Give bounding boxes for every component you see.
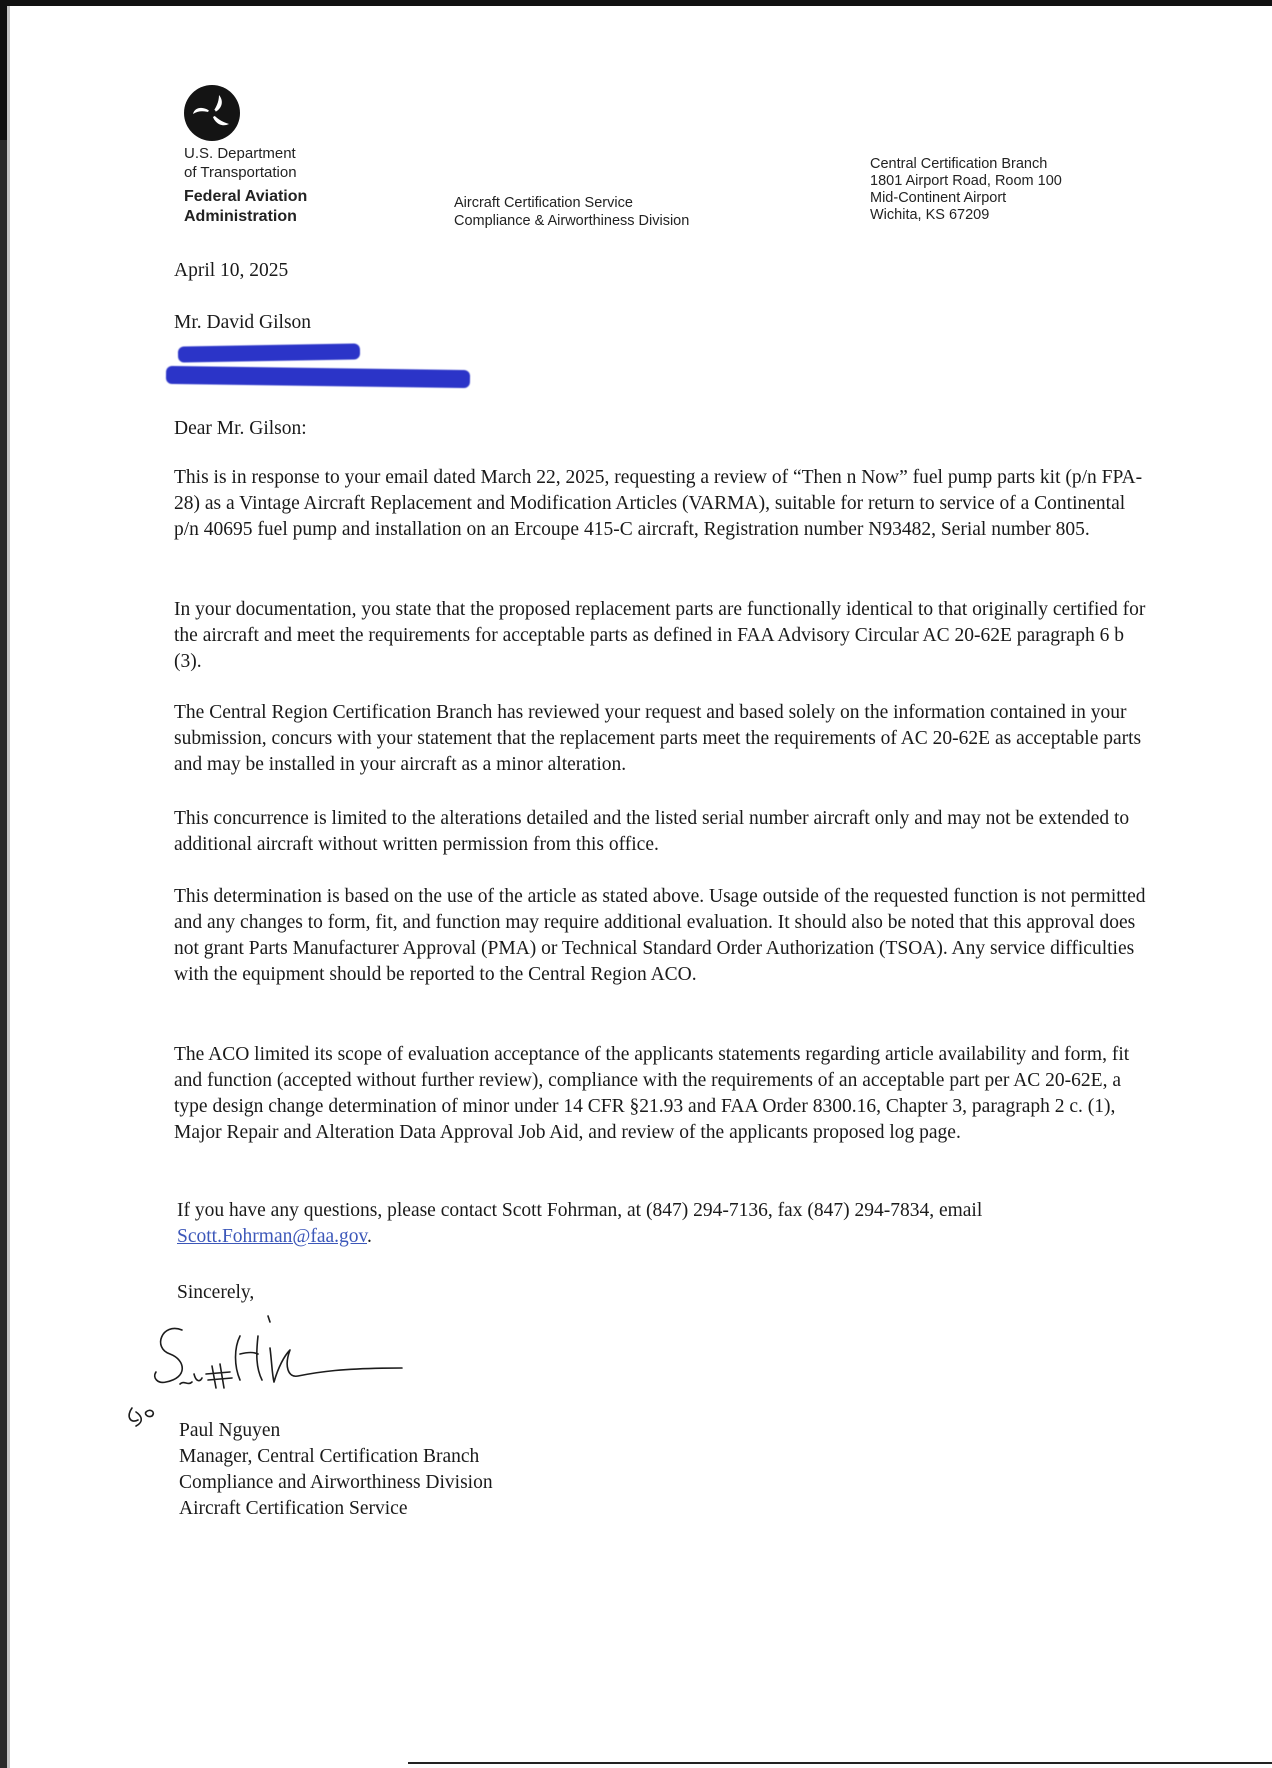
- salutation: Dear Mr. Gilson:: [174, 418, 307, 439]
- agency-line-2: Administration: [184, 208, 297, 225]
- redaction-mark: [178, 343, 360, 362]
- paragraph-scope: The ACO limited its scope of evaluation acceptance of the applicants statements regarding article availability and form, fit and function (accepted without further review), compliance with the requirements of an acceptable part per AC 20-62E, a type design change determination of minor under 14 CFR §21.93 and FAA Order 8300.16, Chapter 3, paragraph 2 c. (1), Major Repair and Alteration Data Approval Job Aid, and review of the applicants proposed log page.: [174, 1044, 1130, 1143]
- division-block: [454, 194, 689, 230]
- signatory-title: Manager, Central Certification Branch: [179, 1446, 480, 1467]
- signatory-division: Compliance and Airworthiness Division: [179, 1472, 493, 1493]
- paragraph-determination: This determination is based on the use of the article as stated above. Usage outside of the requested function is not permitted and any changes to form, fit, and function may require additional evaluation. It should also be noted that this approval does not grant Parts Manufacturer Approval (PMA) or Technical Standard Order Authorization (TSOA). Any service difficulties with the equipment should be reported to the Central Region ACO.: [174, 886, 1146, 985]
- agency-block: [184, 144, 307, 227]
- office-address: [870, 156, 1062, 224]
- letter-date: April 10, 2025: [174, 260, 289, 281]
- signatory-name: Paul Nguyen: [179, 1420, 281, 1441]
- dot-triskelion-logo-icon: [183, 84, 241, 142]
- recipient-name: Mr. David Gilson: [174, 312, 312, 333]
- scan-border-left: [0, 0, 7, 1768]
- contact-end: .: [367, 1226, 372, 1247]
- handwritten-signature: [122, 1308, 462, 1428]
- service-name: Aircraft Certification Service: [454, 195, 633, 211]
- contact-text: If you have any questions, please contact Scott Fohrman, at (847) 294-7136, fax (847) 294-7834, email: [177, 1200, 983, 1221]
- scan-border-top: [0, 0, 1272, 6]
- agency-line-1: Federal Aviation: [184, 188, 308, 205]
- signatory-service: Aircraft Certification Service: [179, 1498, 408, 1519]
- address-line: Mid-Continent Airport: [870, 190, 1007, 206]
- redaction-mark: [166, 366, 470, 388]
- division-name: Compliance & Airworthiness Division: [454, 213, 690, 229]
- scan-shadow-left: [7, 6, 10, 1768]
- contact-email-link[interactable]: Scott.Fohrman@faa.gov: [177, 1226, 367, 1247]
- paragraph-review: The Central Region Certification Branch has reviewed your request and based solely on the information contained in your submission, concurs with your statement that the replacement parts meet the requirements of AC 20-62E as acceptable parts and may be installed in your aircraft as a minor alteration.: [174, 702, 1142, 775]
- signature-block: [179, 1418, 493, 1522]
- scan-border-bottom: [408, 1762, 1272, 1764]
- address-line: Wichita, KS 67209: [870, 207, 990, 223]
- paragraph-documentation: In your documentation, you state that the proposed replacement parts are functionally identical to that originally certified for the aircraft and meet the requirements for acceptable parts as defined in FAA Advisory Circular AC 20-62E paragraph 6 b (3).: [174, 599, 1146, 672]
- paragraph-contact: [177, 1198, 1157, 1250]
- department-line-1: U.S. Department: [184, 145, 296, 162]
- paragraph-limitation: This concurrence is limited to the alterations detailed and the listed serial number aircraft only and may not be extended to additional aircraft without written permission from this office.: [174, 808, 1130, 855]
- paragraph-request: This is in response to your email dated March 22, 2025, requesting a review of “Then n Now” fuel pump parts kit (p/n FPA-28) as a Vintage Aircraft Replacement and Modification Articles (VARMA), suitable for return to service of a Continental p/n 40695 fuel pump and installation on an Ercoupe 415-C aircraft, Registration number N93482, Serial number 805.: [174, 467, 1143, 540]
- address-line: 1801 Airport Road, Room 100: [870, 173, 1062, 189]
- closing: Sincerely,: [177, 1282, 255, 1303]
- department-line-2: of Transportation: [184, 164, 297, 181]
- address-line: Central Certification Branch: [870, 156, 1048, 172]
